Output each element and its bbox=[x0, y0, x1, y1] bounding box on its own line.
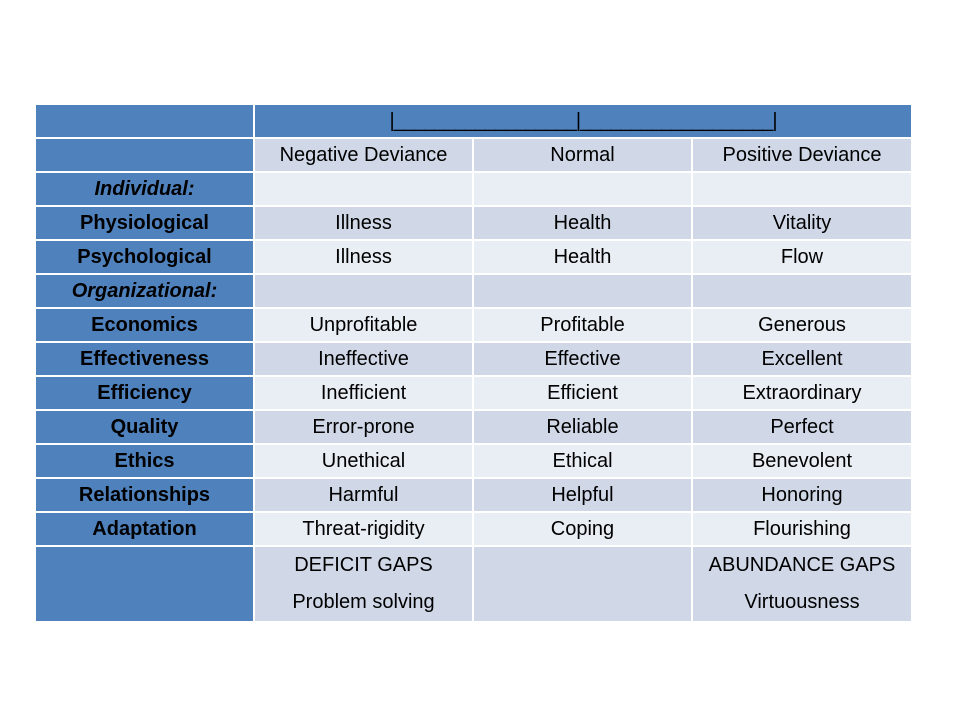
table-cell bbox=[692, 274, 912, 308]
table-cell: Generous bbox=[692, 308, 912, 342]
table-row bbox=[35, 308, 912, 342]
row-label: Psychological bbox=[35, 240, 254, 274]
table-cell: Reliable bbox=[473, 410, 692, 444]
table-cell: Helpful bbox=[473, 478, 692, 512]
table-row bbox=[35, 240, 912, 274]
row-label: Relationships bbox=[35, 478, 254, 512]
row-label: Organizational: bbox=[35, 274, 254, 308]
table-cell bbox=[254, 172, 473, 206]
table-cell bbox=[473, 274, 692, 308]
deviance-table bbox=[34, 103, 913, 623]
table-cell: Vitality bbox=[692, 206, 912, 240]
row-label: Adaptation bbox=[35, 512, 254, 546]
table-cell bbox=[254, 274, 473, 308]
table-row bbox=[35, 478, 912, 512]
table-cell: Flourishing bbox=[692, 512, 912, 546]
row-label: Quality bbox=[35, 410, 254, 444]
corner-cell bbox=[35, 104, 254, 138]
table-cell: Excellent bbox=[692, 342, 912, 376]
table-cell: Illness bbox=[254, 206, 473, 240]
table-row bbox=[35, 274, 912, 308]
table-cell: Illness bbox=[254, 240, 473, 274]
scale-bar: |__________________|___________________| bbox=[254, 104, 912, 138]
table-cell: Harmful bbox=[254, 478, 473, 512]
abundance-gaps-title: ABUNDANCE GAPS bbox=[708, 554, 896, 576]
corner-cell-2 bbox=[35, 138, 254, 172]
table-cell: Error-prone bbox=[254, 410, 473, 444]
table-cell: Honoring bbox=[692, 478, 912, 512]
column-header-negative: Negative Deviance bbox=[254, 138, 473, 172]
table-cell: Health bbox=[473, 206, 692, 240]
footer-row bbox=[35, 546, 912, 622]
table-cell bbox=[692, 172, 912, 206]
column-header-normal: Normal bbox=[473, 138, 692, 172]
table-row bbox=[35, 444, 912, 478]
deficit-gaps-subtitle: Problem solving bbox=[292, 591, 435, 613]
table-cell: Health bbox=[473, 240, 692, 274]
table-row bbox=[35, 206, 912, 240]
table-row bbox=[35, 172, 912, 206]
table-cell: Threat-rigidity bbox=[254, 512, 473, 546]
row-label: Physiological bbox=[35, 206, 254, 240]
table-cell bbox=[473, 172, 692, 206]
table-row bbox=[35, 410, 912, 444]
table-cell: Unprofitable bbox=[254, 308, 473, 342]
row-label: Effectiveness bbox=[35, 342, 254, 376]
table-cell: Efficient bbox=[473, 376, 692, 410]
deficit-gaps-title: DEFICIT GAPS bbox=[294, 554, 433, 576]
table-cell: Extraordinary bbox=[692, 376, 912, 410]
footer-label-cell bbox=[35, 546, 254, 622]
table-row bbox=[35, 376, 912, 410]
row-label: Individual: bbox=[35, 172, 254, 206]
table-cell: Perfect bbox=[692, 410, 912, 444]
table-cell: Unethical bbox=[254, 444, 473, 478]
table-cell: Benevolent bbox=[692, 444, 912, 478]
normal-gap-cell bbox=[473, 546, 692, 622]
scale-row bbox=[35, 104, 912, 138]
table-cell: Coping bbox=[473, 512, 692, 546]
row-label: Ethics bbox=[35, 444, 254, 478]
table-cell: Ethical bbox=[473, 444, 692, 478]
table-cell: Effective bbox=[473, 342, 692, 376]
table-cell: Inefficient bbox=[254, 376, 473, 410]
column-header-positive: Positive Deviance bbox=[692, 138, 912, 172]
table-cell: Profitable bbox=[473, 308, 692, 342]
table-cell: Ineffective bbox=[254, 342, 473, 376]
table-body bbox=[35, 104, 912, 622]
table-row bbox=[35, 342, 912, 376]
table-row bbox=[35, 512, 912, 546]
row-label: Economics bbox=[35, 308, 254, 342]
abundance-gaps-subtitle: Virtuousness bbox=[744, 591, 860, 613]
table-cell: Flow bbox=[692, 240, 912, 274]
abundance-gaps-cell bbox=[692, 546, 912, 622]
column-header-row bbox=[35, 138, 912, 172]
deficit-gaps-cell bbox=[254, 546, 473, 622]
row-label: Efficiency bbox=[35, 376, 254, 410]
